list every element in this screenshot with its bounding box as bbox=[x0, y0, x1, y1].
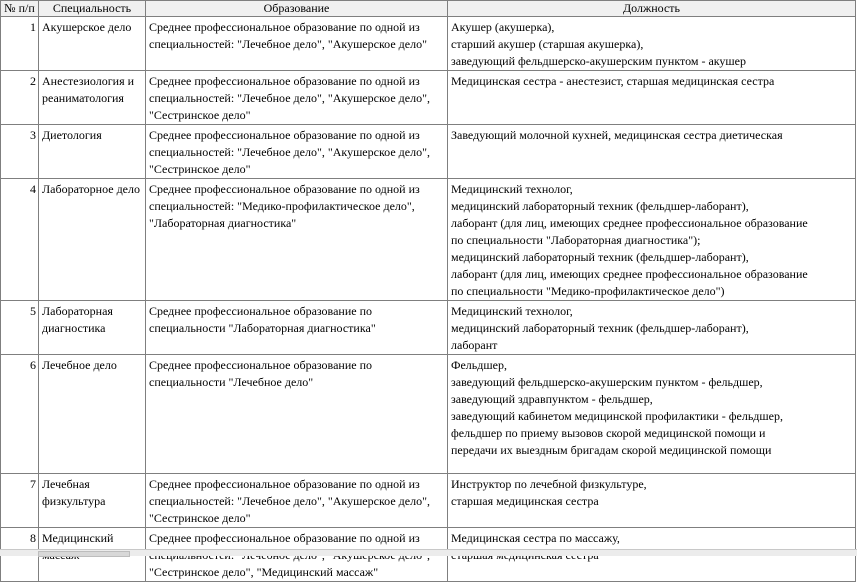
education-cell: Среднее профессиональное образование по одной из специальностей: "Лечебное дело", "Акушерское дело", "Сестринское дело" bbox=[146, 71, 448, 125]
header-num: № п/п bbox=[1, 1, 39, 17]
position-line: передачи их выездным бригадам скорой медицинской помощи bbox=[451, 443, 772, 457]
scrollbar-thumb[interactable] bbox=[38, 551, 130, 557]
position-line: Фельдшер, bbox=[451, 358, 507, 372]
position-line: старшая медицинская сестра bbox=[451, 494, 599, 508]
position-line: старший акушер (старшая акушерка), bbox=[451, 37, 644, 51]
table-row bbox=[1, 71, 856, 125]
position-line: лаборант bbox=[451, 338, 498, 352]
position-cell bbox=[448, 125, 856, 179]
education-cell: Среднее профессиональное образование по одной из специальностей: "Лечебное дело", "Акушерское дело", "Сестринское дело" bbox=[146, 125, 448, 179]
table-row bbox=[1, 355, 856, 474]
position-line: Заведующий молочной кухней, медицинская сестра диетическая bbox=[451, 128, 783, 142]
specialty-cell: Лечебная физкультура bbox=[39, 474, 146, 528]
position-line: медицинский лабораторный техник (фельдшер-лаборант), bbox=[451, 321, 749, 335]
position-line: Медицинский технолог, bbox=[451, 304, 573, 318]
position-cell bbox=[448, 179, 856, 301]
education-cell: Среднее профессиональное образование по одной из специальностей: "Лечебное дело", "Акушерское дело" bbox=[146, 17, 448, 71]
specialty-cell: Диетология bbox=[39, 125, 146, 179]
position-line: заведующий фельдшерско-акушерским пунктом - акушер bbox=[451, 54, 747, 68]
table-row bbox=[1, 179, 856, 301]
position-cell bbox=[448, 355, 856, 474]
education-cell: Среднее профессиональное образование по специальности "Лечебное дело" bbox=[146, 355, 448, 474]
row-number: 7 bbox=[1, 474, 39, 528]
row-number: 3 bbox=[1, 125, 39, 179]
education-cell: Среднее профессиональное образование по одной из специальностей: "Лечебное дело", "Акушерское дело", "Сестринское дело" bbox=[146, 474, 448, 528]
row-number: 2 bbox=[1, 71, 39, 125]
position-line: заведующий кабинетом медицинской профилактики - фельдшер, bbox=[451, 409, 783, 423]
position-line: лаборант (для лиц, имеющих среднее профессиональное образование bbox=[451, 216, 808, 230]
table-row bbox=[1, 17, 856, 71]
header-specialty: Специальность bbox=[39, 1, 146, 17]
row-number: 5 bbox=[1, 301, 39, 355]
position-cell bbox=[448, 17, 856, 71]
position-line: Акушер (акушерка), bbox=[451, 20, 555, 34]
specialty-cell: Лабораторная диагностика bbox=[39, 301, 146, 355]
position-cell bbox=[448, 301, 856, 355]
table-row bbox=[1, 125, 856, 179]
position-line: Медицинская сестра - анестезист, старшая медицинская сестра bbox=[451, 74, 775, 88]
row-number: 4 bbox=[1, 179, 39, 301]
specialty-cell: Акушерское дело bbox=[39, 17, 146, 71]
row-number: 1 bbox=[1, 17, 39, 71]
position-line: заведующий здравпунктом - фельдшер, bbox=[451, 392, 653, 406]
header-position: Должность bbox=[448, 1, 856, 17]
specialty-cell: Лабораторное дело bbox=[39, 179, 146, 301]
row-number: 6 bbox=[1, 355, 39, 474]
position-line: по специальности "Лабораторная диагностика"); bbox=[451, 233, 701, 247]
specialty-cell: Анестезиология и реаниматология bbox=[39, 71, 146, 125]
specialty-cell: Медицинский bbox=[39, 528, 146, 582]
position-line: медицинский лабораторный техник (фельдшер-лаборант), bbox=[451, 250, 749, 264]
position-line: медицинский лабораторный техник (фельдшер-лаборант), bbox=[451, 199, 749, 213]
position-line: Медицинская сестра по массажу, bbox=[451, 531, 620, 545]
header-education: Образование bbox=[146, 1, 448, 17]
table-body bbox=[1, 17, 856, 582]
table-row bbox=[1, 474, 856, 528]
position-cell bbox=[448, 71, 856, 125]
education-cell: Среднее профессиональное образование по одной из "Сестринское дело", "Медицинский массаж" bbox=[146, 528, 448, 582]
position-line: лаборант (для лиц, имеющих среднее профессиональное образование bbox=[451, 267, 808, 281]
position-line: Медицинский технолог, bbox=[451, 182, 573, 196]
position-line: по специальности "Медико-профилактическое дело") bbox=[451, 284, 725, 298]
education-cell: Среднее профессиональное образование по одной из специальностей: "Медико-профилактическое дело", "Лабораторная диагностика" bbox=[146, 179, 448, 301]
row-number: 8 bbox=[1, 528, 39, 582]
header-row bbox=[1, 1, 856, 17]
position-cell bbox=[448, 474, 856, 528]
position-line: Инструктор по лечебной физкультуре, bbox=[451, 477, 647, 491]
position-line: фельдшер по приему вызовов скорой медицинской помощи и bbox=[451, 426, 766, 440]
specialty-cell: Лечебное дело bbox=[39, 355, 146, 474]
table-row bbox=[1, 301, 856, 355]
education-cell: Среднее профессиональное образование по специальности "Лабораторная диагностика" bbox=[146, 301, 448, 355]
position-line: заведующий фельдшерско-акушерским пунктом - фельдшер, bbox=[451, 375, 763, 389]
